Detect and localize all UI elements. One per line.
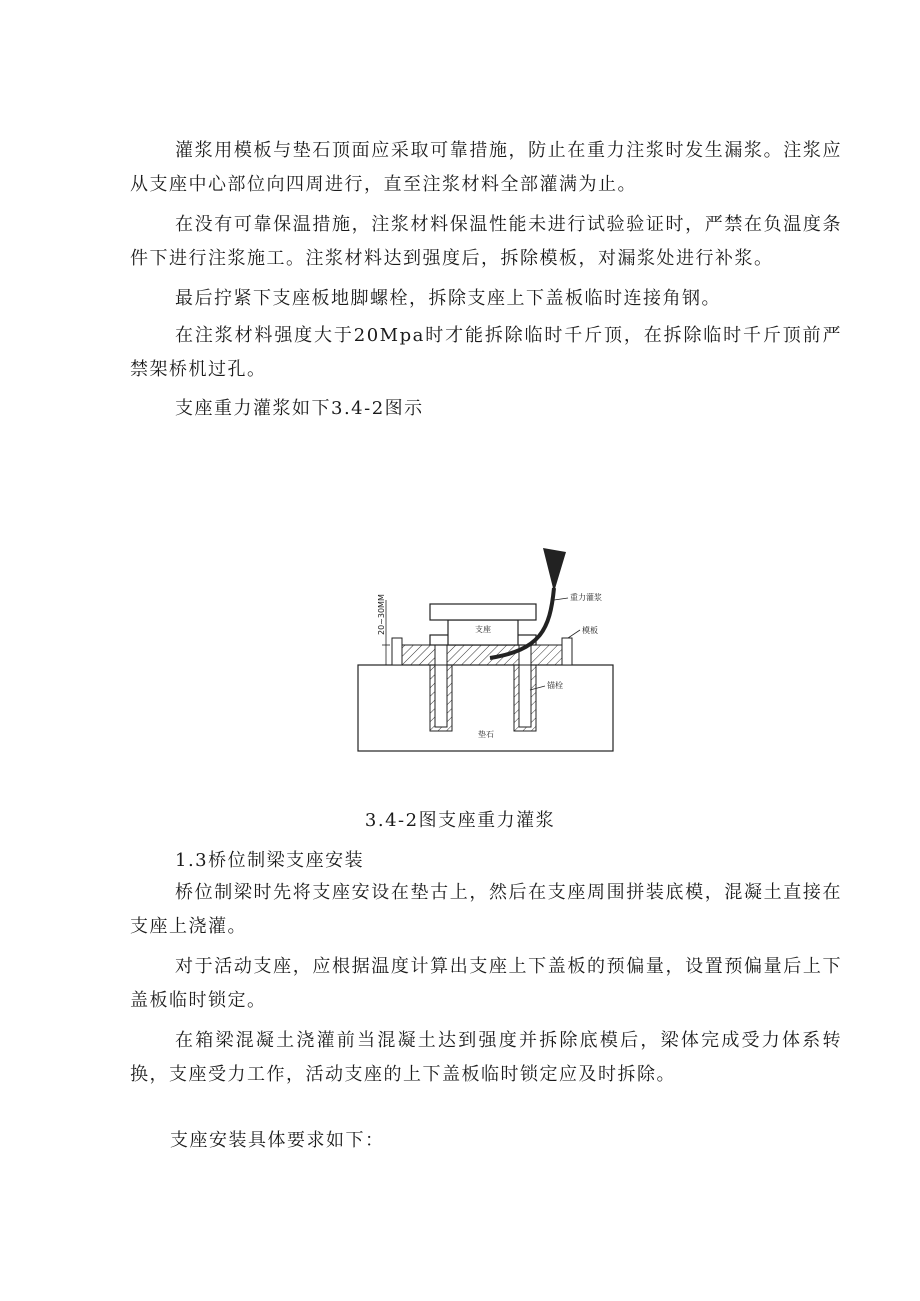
- paragraph-jack-removal: 在注浆材料强度大于20Mpa时才能拆除临时千斤顶，在拆除临时千斤顶前严禁架桥机过孔。: [130, 325, 842, 380]
- anchor-bolt-label: 锚栓: [547, 681, 563, 690]
- paragraph-system-transfer: 在箱梁混凝土浇灌前当混凝土达到强度并拆除底模后，梁体完成受力体系转换，支座受力工作，活动支座的上下盖板临时锁定应及时拆除。: [130, 1030, 842, 1085]
- grout-layer: [402, 645, 562, 665]
- figure-caption: 3.4-2图支座重力灌浆: [364, 810, 556, 831]
- paragraph-anchor-bolts: 最后拧紧下支座板地脚螺栓，拆除支座上下盖板临时连接角钢。: [175, 288, 721, 309]
- bearing-label: 支座: [475, 625, 491, 634]
- paragraph-grouting-formwork: 灌浆用模板与垫石顶面应采取可靠措施，防止在重力注浆时发生漏浆。注浆应从支座中心部位向四周进行，直至注浆材料全部灌满为止。: [130, 140, 842, 195]
- gap-dimension-label: 20~30MM: [377, 594, 386, 635]
- formwork-left: [392, 638, 402, 665]
- paragraph-figure-reference: 支座重力灌浆如下3.4-2图示: [175, 398, 424, 419]
- formwork-right: [562, 638, 572, 665]
- paragraph-movable-bearing: 对于活动支座，应根据温度计算出支座上下盖板的预偏量，设置预偏量后上下盖板临时锁定。: [130, 956, 842, 1011]
- formwork-label: 模板: [582, 626, 598, 635]
- pad-stone-label: 垫石: [478, 730, 494, 739]
- gravity-grouting-diagram: [340, 540, 640, 760]
- bearing-upper-plate: [430, 604, 536, 620]
- paragraph-requirements: 支座安装具体要求如下：: [170, 1130, 385, 1151]
- paragraph-low-temperature: 在没有可靠保温措施，注浆材料保温性能未进行试验验证时，严禁在负温度条件下进行注浆施工。注浆材料达到强度后，拆除模板，对漏浆处进行补浆。: [130, 214, 842, 269]
- paragraph-bridge-site: 桥位制梁时先将支座安设在垫古上，然后在支座周围拼装底模，混凝土直接在支座上浇灌。: [130, 882, 842, 937]
- grout-funnel: [543, 548, 566, 592]
- gravity-grouting-label: 重力灌浆: [570, 593, 602, 602]
- section-heading: 1.3桥位制梁支座安装: [175, 850, 365, 871]
